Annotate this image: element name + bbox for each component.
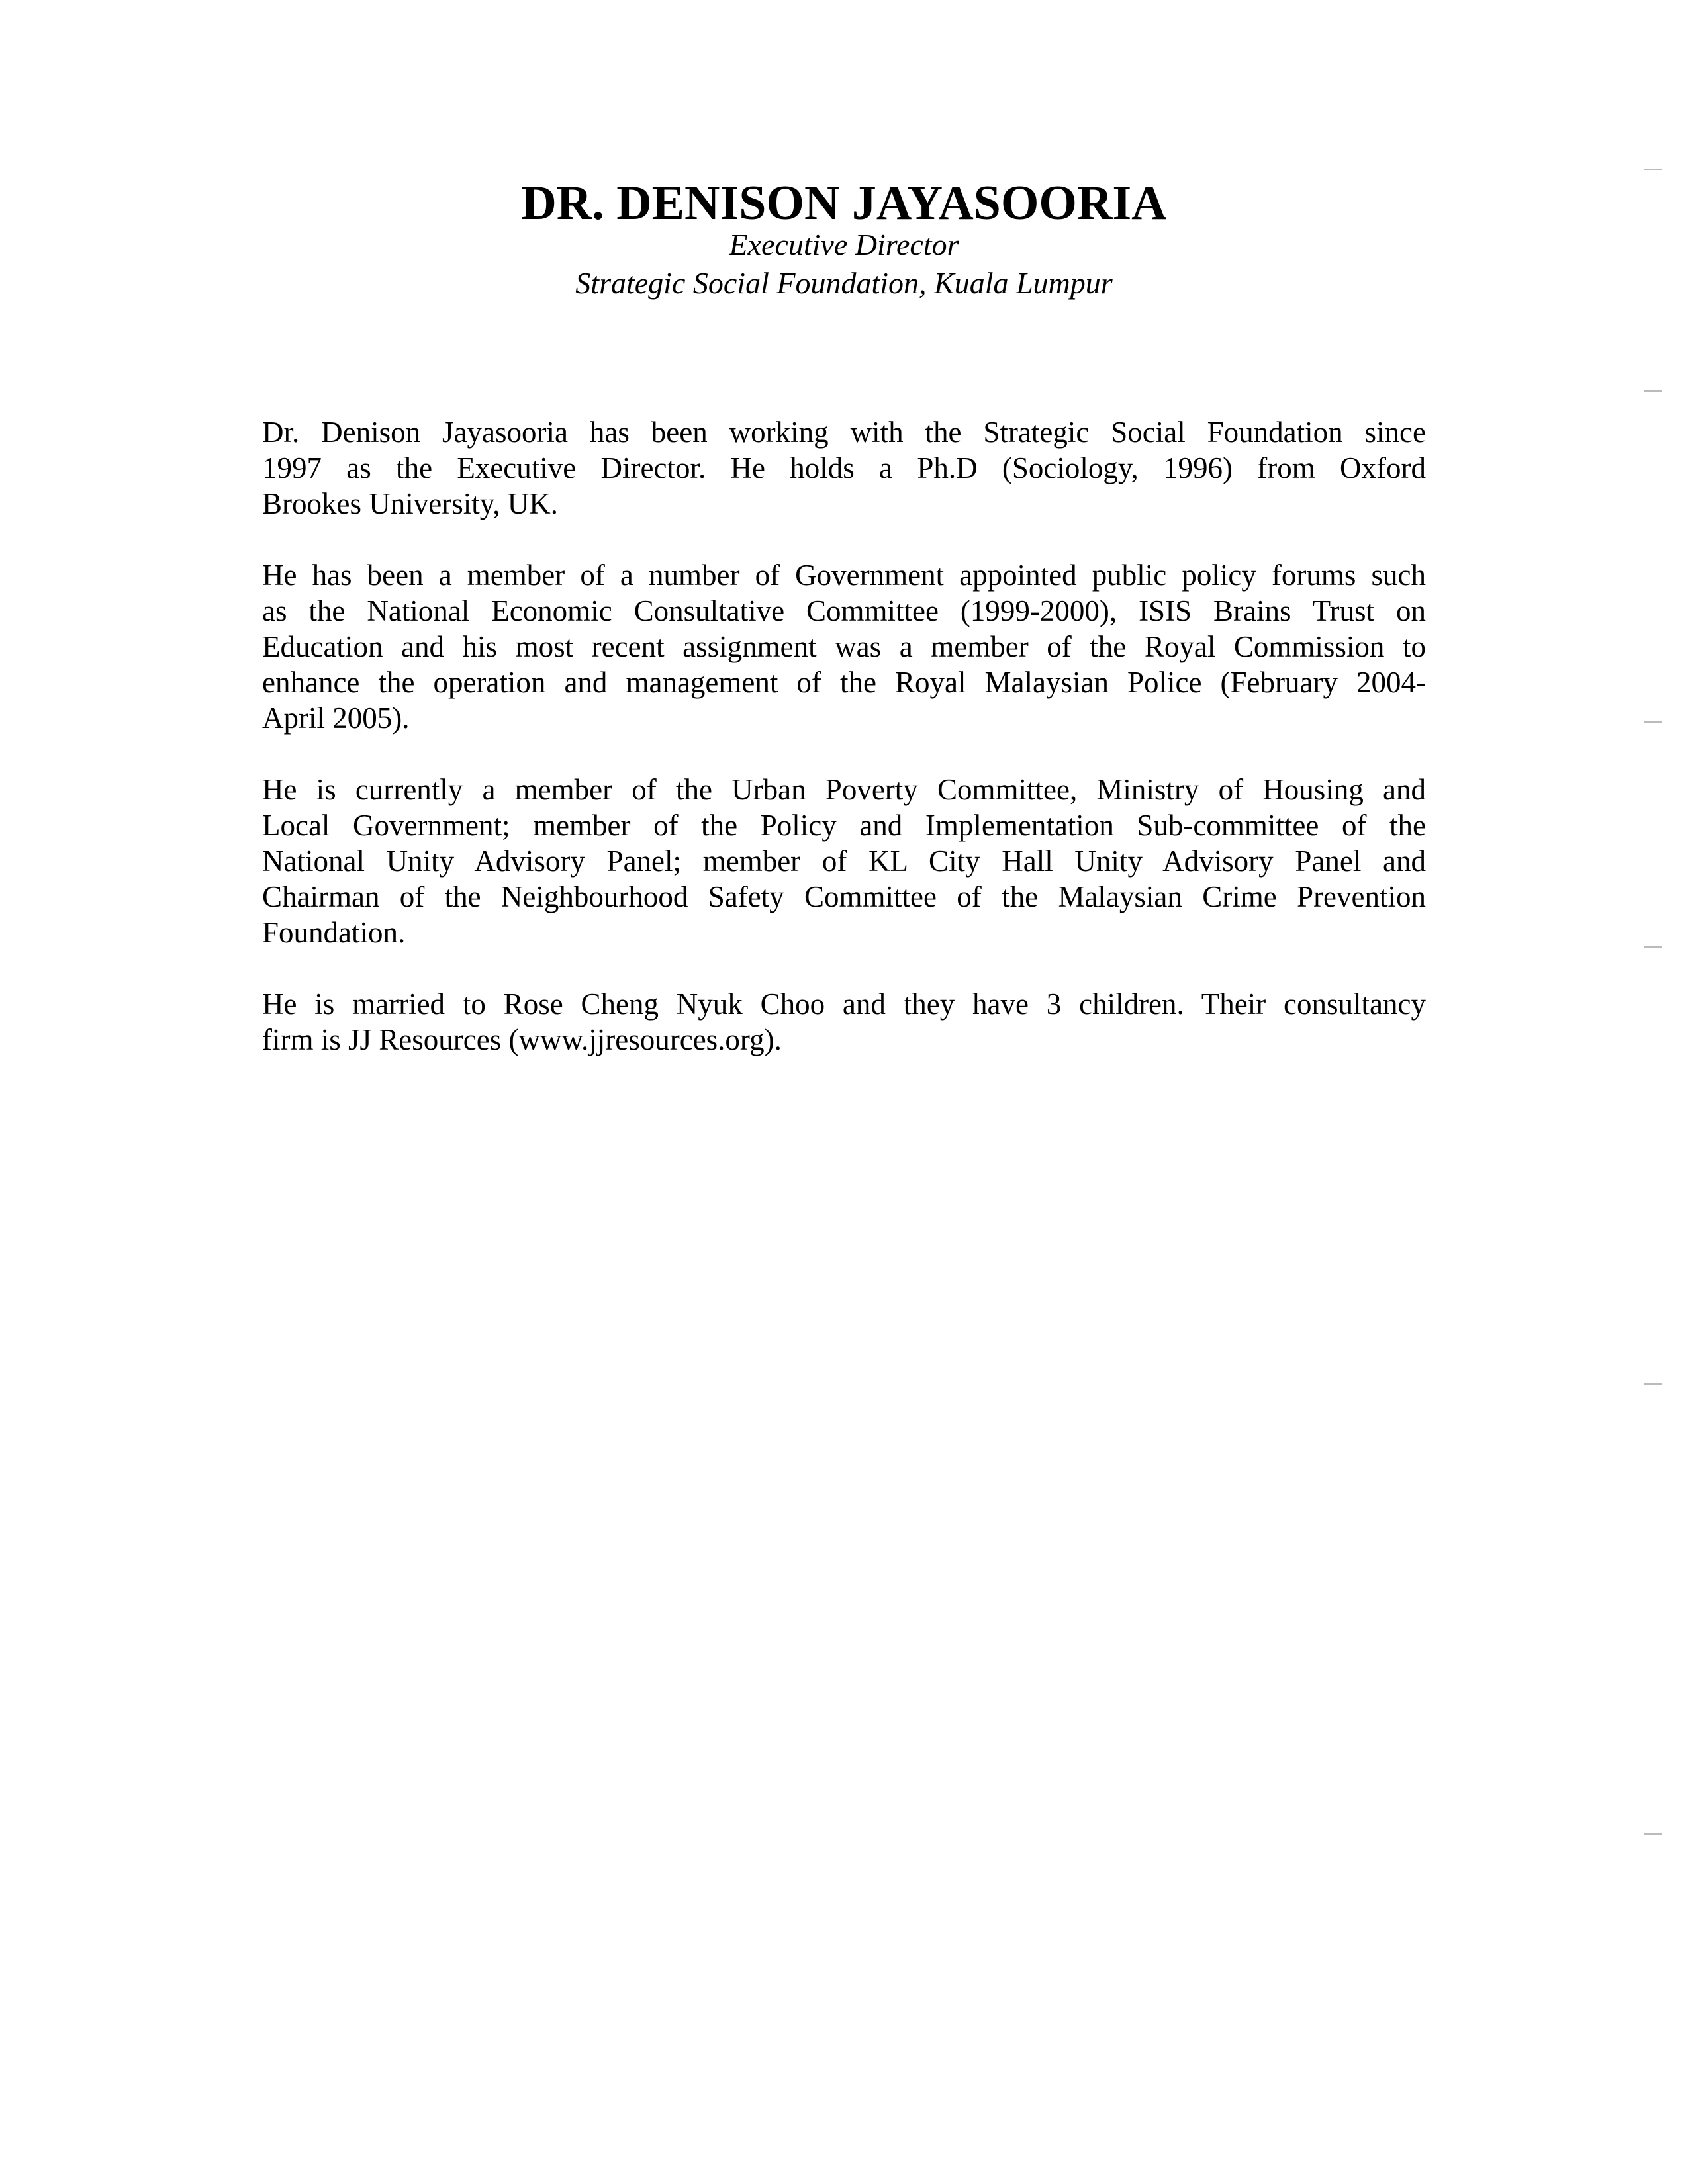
paragraph-line: 1997 as the Executive Director. He holds a Ph.D (Sociology, 1996) from Oxford (262, 451, 1426, 484)
paragraph-line: as the National Economic Consultative Committee (1999-2000), ISIS Brains Trust on (262, 594, 1426, 627)
paragraph (262, 414, 1426, 522)
paragraph-line: Chairman of the Neighbourhood Safety Committee of the Malaysian Crime Prevention (262, 880, 1426, 913)
paragraph (262, 557, 1426, 736)
paragraph-line: Foundation. (262, 916, 406, 949)
position-subtitle: Executive Director (729, 228, 959, 261)
paragraph (262, 772, 1426, 950)
organization-subtitle: Strategic Social Foundation, Kuala Lumpur (575, 266, 1113, 300)
paragraph-line: Dr. Denison Jayasooria has been working with the Strategic Social Foundation since (262, 416, 1426, 449)
paragraph-line: He is married to Rose Cheng Nyuk Choo and they have 3 children. Their consultancy (262, 987, 1426, 1021)
paragraph-line: National Unity Advisory Panel; member of KL City Hall Unity Advisory Panel and (262, 844, 1426, 878)
paragraph-line: firm is JJ Resources (www.jjresources.org). (262, 1023, 782, 1056)
paragraph-line: Education and his most recent assignment was a member of the Royal Commission to (262, 630, 1426, 663)
paragraph (262, 986, 1426, 1058)
biography-body (262, 414, 1426, 1093)
paragraph-line: He has been a member of a number of Government appointed public policy forums such (262, 559, 1426, 592)
paragraph-line: Local Government; member of the Policy and Implementation Sub-committee of the (262, 809, 1426, 842)
paragraph-line: April 2005). (262, 702, 410, 735)
paragraph-line: enhance the operation and management of the Royal Malaysian Police (February 2004- (262, 666, 1426, 699)
paragraph-line: Brookes University, UK. (262, 487, 559, 520)
paragraph-line: He is currently a member of the Urban Poverty Committee, Ministry of Housing and (262, 773, 1426, 806)
document-title: DR. DENISON JAYASOORIA (521, 176, 1167, 230)
